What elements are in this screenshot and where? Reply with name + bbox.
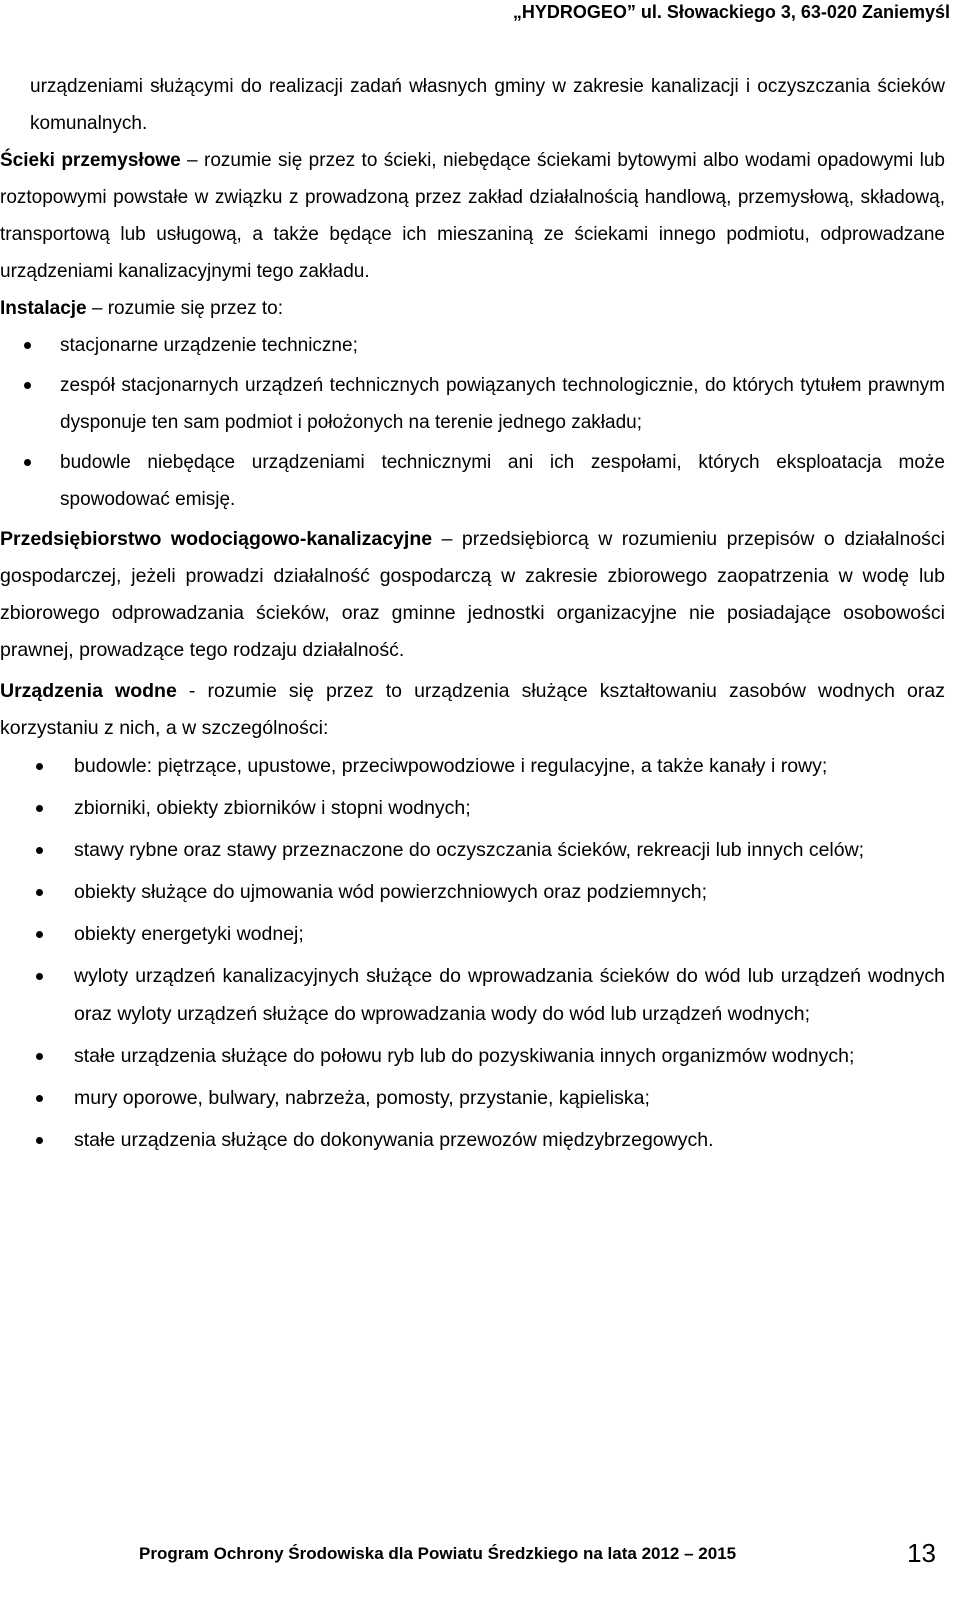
document-body — [0, 68, 945, 1163]
przedsiebiorstwo-term: Przedsiębiorstwo wodociągowo-kanalizacyjne — [0, 528, 433, 550]
list-item: stacjonarne urządzenie techniczne; — [0, 327, 945, 364]
bullet-icon — [36, 847, 43, 854]
urzadzenia-text: - rozumie się przez to urządzenia służące kształtowaniu zasobów wodnych oraz korzystaniu z nich, a w szczególności: — [0, 680, 945, 739]
instalacje-text: – rozumie się przez to: — [86, 298, 284, 319]
bullet-icon — [24, 382, 31, 389]
list-item: budowle: piętrzące, upustowe, przeciwpowodziowe i regulacyjne, a także kanały i rowy; — [0, 747, 945, 785]
urzadzenia-definition — [0, 673, 945, 747]
list-item: zespół stacjonarnych urządzeń technicznych powiązanych technologicznie, do których tytułem prawnym dysponuje ten sam podmiot i położonych na terenie jednego zakładu; — [0, 367, 945, 441]
intro-paragraph: urządzeniami służącymi do realizacji zadań własnych gminy w zakresie kanalizacji i oczyszczania ścieków komunalnych. — [30, 76, 945, 134]
scieki-text: – rozumie się przez to ścieki, niebędące ściekami bytowymi albo wodami opadowymi lub roztopowymi powstałe w związku z prowadzoną przez zakład działalnością handlową, przemysłową, składową, transportową lub usługową, a także będące ich mieszaniną ze ściekami innego podmiotu, odprowadzane urządzeniami kanalizacyjnymi tego zakładu. — [0, 150, 945, 282]
list-item: stałe urządzenia służące do dokonywania przewozów międzybrzegowych. — [0, 1121, 945, 1159]
list-item: stawy rybne oraz stawy przeznaczone do oczyszczania ścieków, rekreacji lub innych celów; — [0, 831, 945, 869]
scieki-definition — [0, 142, 945, 290]
instalacje-list — [0, 327, 945, 518]
page-footer: Program Ochrony Środowiska dla Powiatu Średzkiego na lata 2012 – 2015 — [139, 1544, 737, 1563]
bullet-icon — [36, 973, 43, 980]
przedsiebiorstwo-definition — [0, 521, 945, 669]
list-item: stałe urządzenia służące do połowu ryb lub do pozyskiwania innych organizmów wodnych; — [0, 1037, 945, 1075]
bullet-icon — [36, 1137, 43, 1144]
bullet-icon — [24, 459, 31, 466]
page-header: „HYDROGEO” ul. Słowackiego 3, 63-020 Zaniemyśl — [512, 2, 950, 22]
bullet-icon — [36, 931, 43, 938]
bullet-icon — [36, 889, 43, 896]
list-item: obiekty energetyki wodnej; — [0, 915, 945, 953]
list-item: obiekty służące do ujmowania wód powierzchniowych oraz podziemnych; — [0, 873, 945, 911]
instalacje-term: Instalacje — [0, 298, 87, 319]
list-item: mury oporowe, bulwary, nabrzeża, pomosty, przystanie, kąpieliska; — [0, 1079, 945, 1117]
urzadzenia-term: Urządzenia wodne — [0, 680, 177, 702]
instalacje-definition — [0, 290, 945, 327]
bullet-icon — [24, 342, 31, 349]
page-number: 13 — [907, 1538, 936, 1568]
bullet-icon — [36, 763, 43, 770]
urzadzenia-list — [0, 747, 945, 1159]
scieki-term: Ścieki przemysłowe — [0, 150, 181, 171]
bullet-icon — [36, 1053, 43, 1060]
list-item: wyloty urządzeń kanalizacyjnych służące do wprowadzania ścieków do wód lub urządzeń wodnych oraz wyloty urządzeń służące do wprowadzania wody do wód lub urządzeń wodnych; — [0, 957, 945, 1033]
przedsiebiorstwo-text: – przedsiębiorcą w rozumieniu przepisów o działalności gospodarczej, jeżeli prowadzi działalność gospodarczą w zakresie zbiorowego zaopatrzenia w wodę lub zbiorowego odprowadzania ścieków, oraz gminne jednostki organizacyjne nie posiadające osobowości prawnej, prowadzące tego rodzaju działalność. — [0, 528, 945, 661]
list-item: zbiorniki, obiekty zbiorników i stopni wodnych; — [0, 789, 945, 827]
bullet-icon — [36, 1095, 43, 1102]
list-item: budowle niebędące urządzeniami technicznymi ani ich zespołami, których eksploatacja może spowodować emisję. — [0, 444, 945, 518]
bullet-icon — [36, 805, 43, 812]
